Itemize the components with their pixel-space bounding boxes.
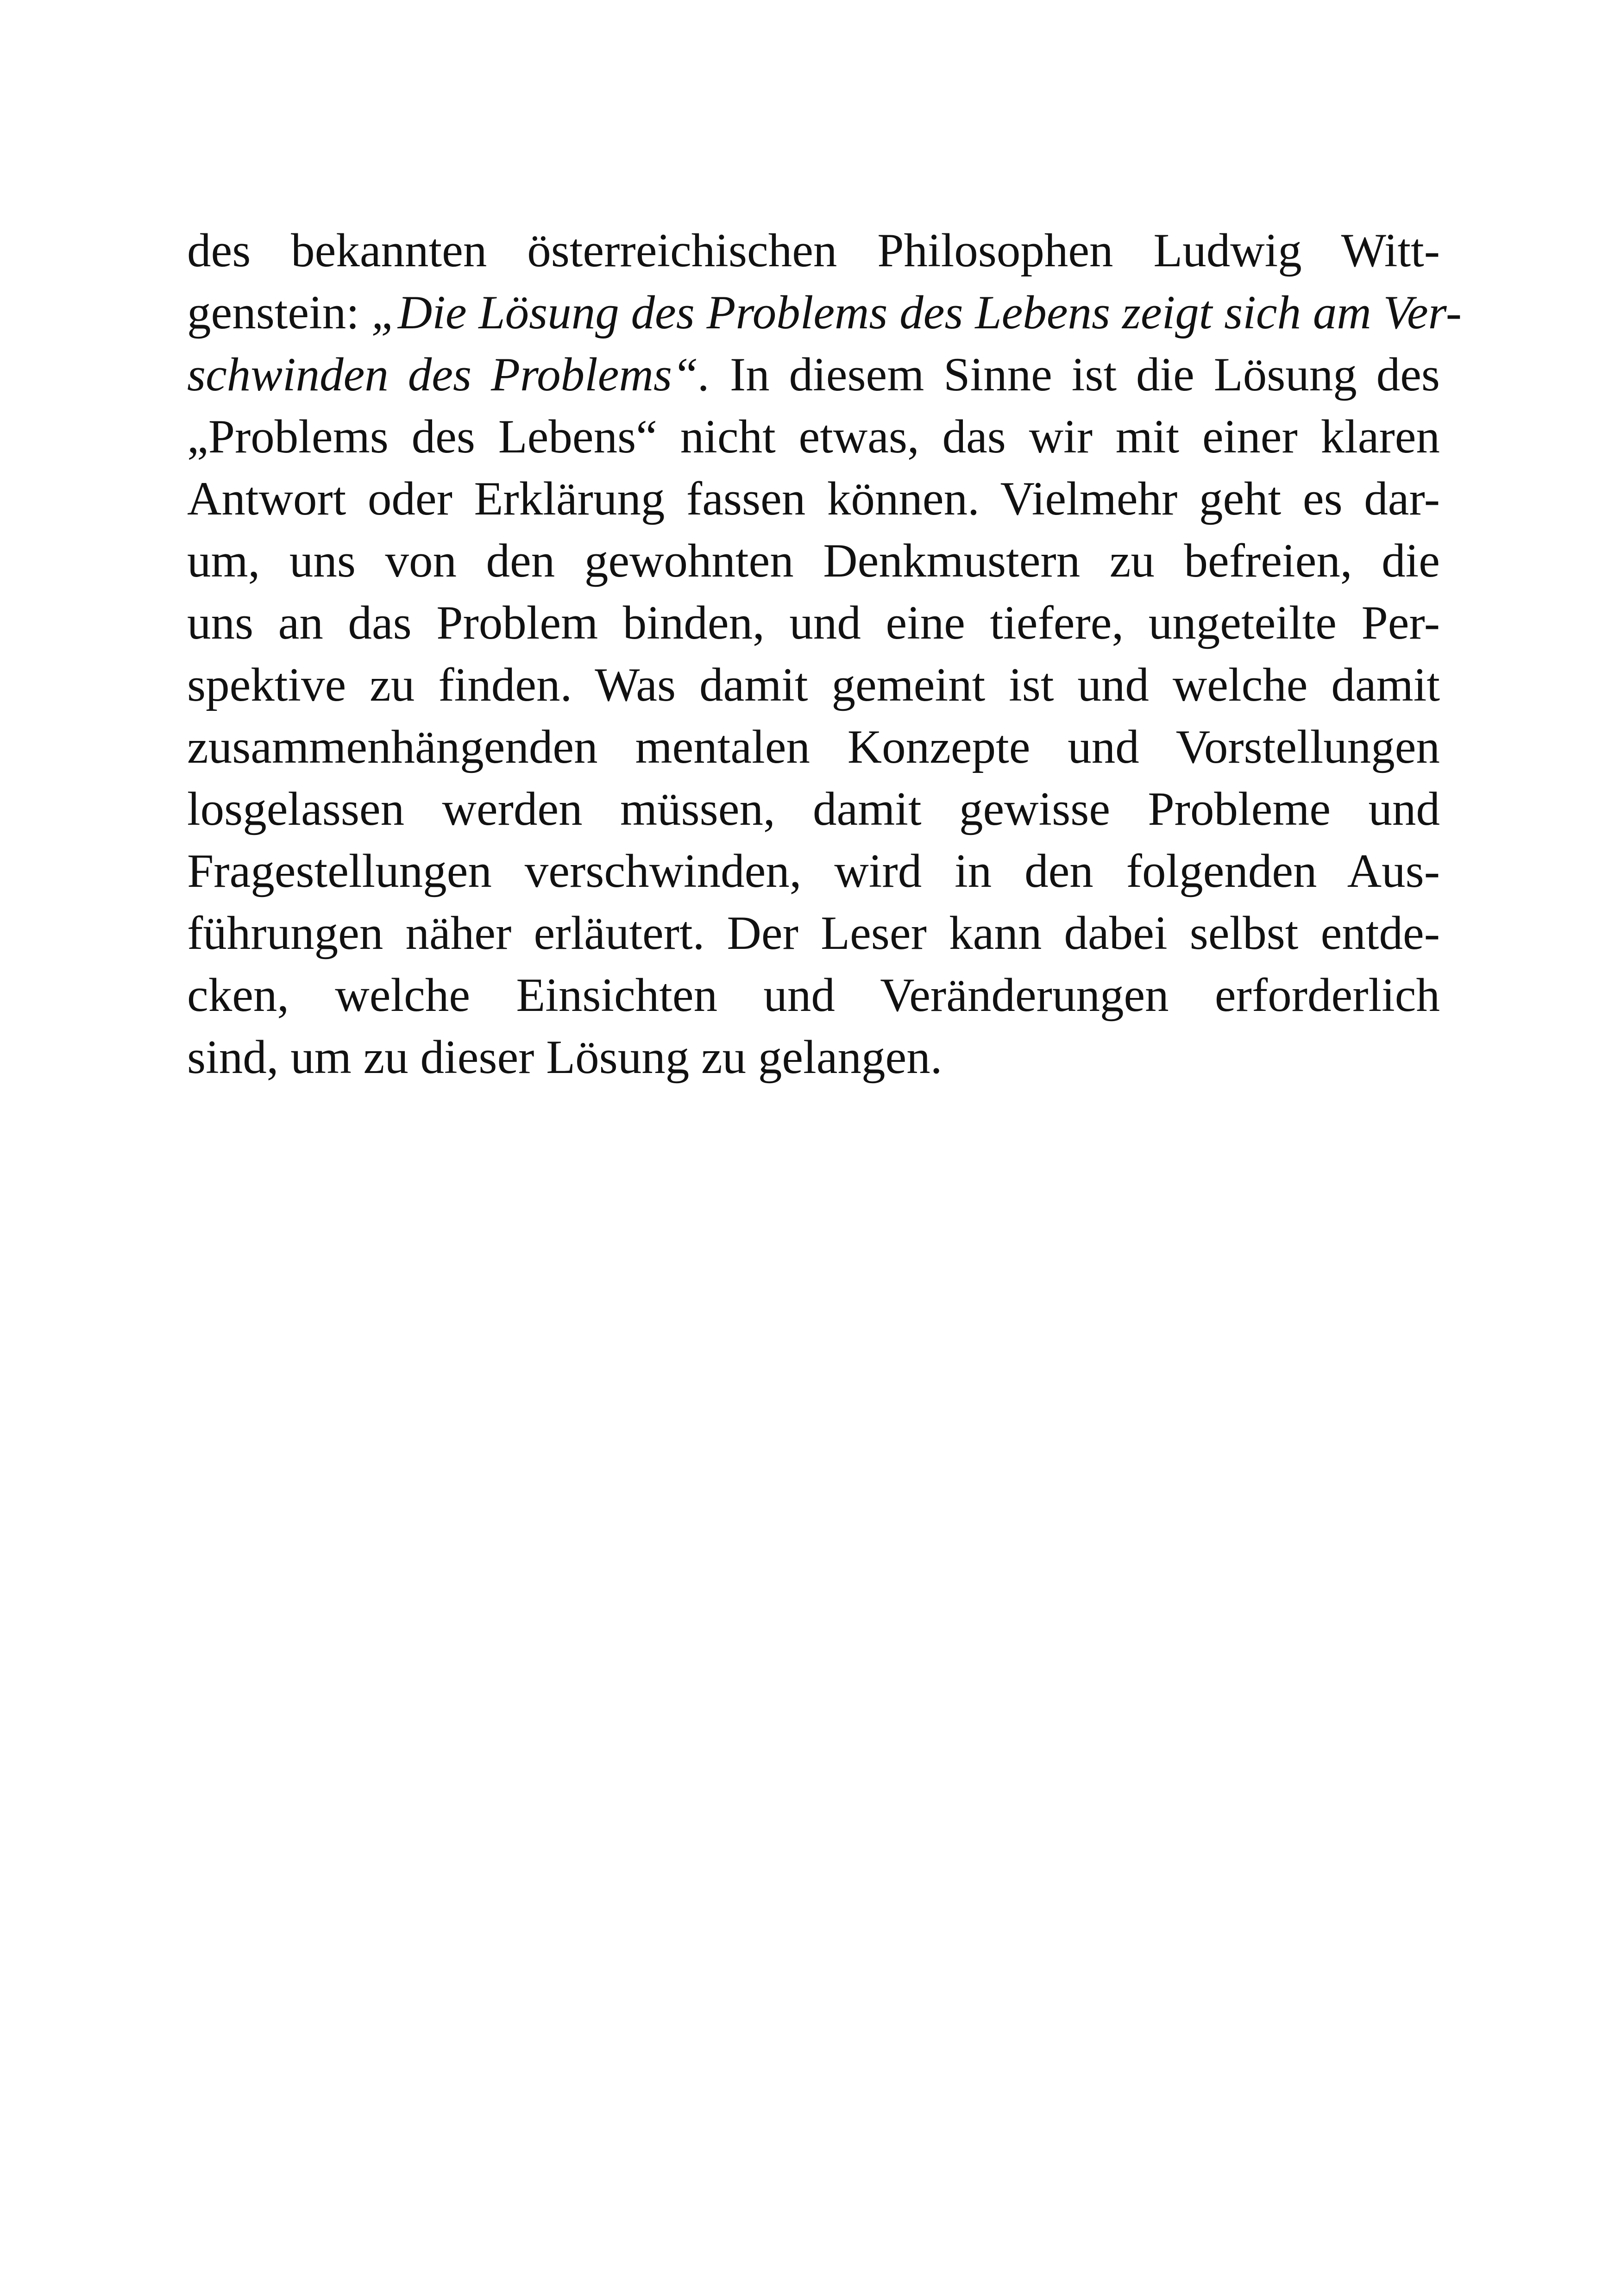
text-line bbox=[187, 220, 1440, 282]
quote-segment: schwinden des Problems“. bbox=[187, 348, 710, 401]
text-segment: losgelassen werden müssen, damit gewisse Probleme und bbox=[187, 783, 1440, 835]
text-line-last bbox=[187, 1026, 1440, 1088]
text-line bbox=[187, 530, 1440, 592]
text-line bbox=[187, 468, 1440, 530]
text-line bbox=[187, 592, 1440, 654]
quote-segment: „Die Lösung des Problems des Lebens zeigt sich am Ver- bbox=[371, 286, 1462, 339]
text-line bbox=[187, 282, 1462, 344]
text-segment: spektive zu finden. Was damit gemeint ist und welche damit bbox=[187, 659, 1440, 711]
text-line bbox=[187, 716, 1440, 778]
text-segment: In diesem Sinne ist die Lösung des bbox=[710, 348, 1440, 401]
text-line bbox=[187, 778, 1440, 840]
text-segment: cken, welche Einsichten und Veränderungen erforderlich bbox=[187, 969, 1440, 1022]
text-segment: des bekannten österreichischen Philosophen Ludwig Witt- bbox=[187, 224, 1440, 277]
text-line bbox=[187, 344, 1440, 406]
text-segment: „Problems des Lebens“ nicht etwas, das wir mit einer klaren bbox=[187, 410, 1440, 463]
text-line bbox=[187, 840, 1440, 902]
text-segment: zusammenhängenden mentalen Konzepte und Vorstellungen bbox=[187, 721, 1440, 773]
text-segment: genstein: bbox=[187, 286, 371, 339]
text-segment: führungen näher erläutert. Der Leser kann dabei selbst entde- bbox=[187, 907, 1440, 960]
text-line bbox=[187, 654, 1440, 716]
text-segment: um, uns von den gewohnten Denkmustern zu befreien, die bbox=[187, 534, 1440, 587]
text-segment: uns an das Problem binden, und eine tiefere, ungeteilte Per- bbox=[187, 596, 1440, 649]
body-paragraph bbox=[187, 220, 1462, 1088]
text-line bbox=[187, 406, 1440, 468]
text-segment: Fragestellungen verschwinden, wird in den folgenden Aus- bbox=[187, 845, 1440, 897]
text-segment: sind, um zu dieser Lösung zu gelangen. bbox=[187, 1031, 942, 1084]
text-line bbox=[187, 964, 1440, 1026]
text-segment: Antwort oder Erklärung fassen können. Vielmehr geht es dar- bbox=[187, 472, 1440, 525]
text-line bbox=[187, 902, 1440, 964]
